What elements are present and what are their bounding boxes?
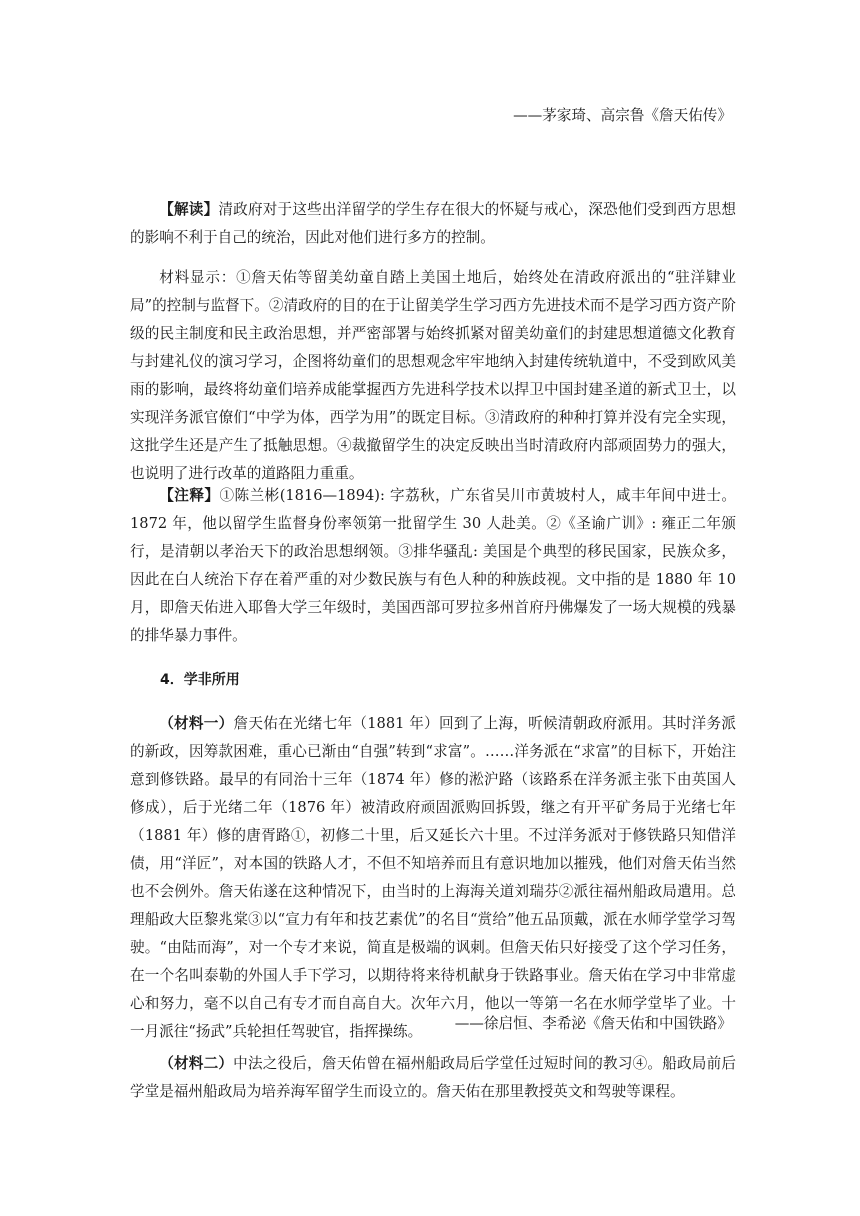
interpretation-label: 【解读】	[159, 201, 219, 218]
material-one-text: 詹天佑在光绪七年（1881 年）回到了上海，听候清朝政府派用。其时洋务派的新政，因筹款困难，重心已渐由“自强”转到“求富”。……洋务派在“求富”的目标下，开始注意到修铁路。最早的有同治十三年（1874 年）修的淞沪路（该路系在洋务派主张下由英国人修成），后于光绪二年（1876 年）被清政府顽固派购回拆毁，继之有开平矿务局于光绪七年（1881 年）修的唐胥路①，初修二十里，后又延长六十里。不过洋务派对于修铁路只知借洋债，用“洋匠”，对本国的铁路人才，不但不知培养而且有意识地加以摧残，他们对詹天佑当然也不会例外。詹天佑遂在这种情况下，由当时的上海海关道刘瑞芬②派往福州船政局遣用。总理船政大臣黎兆棠③以“宣力有年和技艺素优”的名目“赏给”他五品顶戴，派在水师学堂学习驾驶。“由陆而海”，对一个专才来说，简直是极端的讽刺。但詹天佑只好接受了这个学习任务，在一个名叫泰勒的外国人手下学习，以期待将来待机献身于铁路事业。詹天佑在学习中非常虚心和努力，毫不以自己有专才而自高自大。次年六月，他以一等第一名在水师学堂毕了业。十一月派往“扬武”兵轮担任驾驶官，指挥操练。	[130, 715, 736, 1040]
source-citation-1: ——茅家琦、高宗鲁《詹天佑传》	[513, 107, 732, 124]
material-one-label: （材料一）	[159, 715, 234, 732]
source-citation-2: ——徐启恒、李希泌《詹天佑和中国铁路》	[454, 1015, 732, 1032]
notes-text: ①陈兰彬(1816—1894): 字荔秋，广东省吴川市黄坡村人，咸丰年间中进士。1872 年，他以留学生监督身份率领第一批留学生 30 人赴美。②《圣谕广训》: 雍正二年颁行，是清朝以孝治天下的政治思想纲领。③排华骚乱: 美国是个典型的移民国家，民族众多，因此在白人统治下存在着严重的对少数民族与有色人种的种族歧视。文中指的是 1880 年 10 月，即詹天佑进入耶鲁大学三年级时，美国西部可罗拉多州首府丹佛爆发了一场大规模的残暴的排华暴力事件。	[130, 487, 736, 644]
material-two-label: （材料二）	[159, 1055, 234, 1072]
material-two-text: 中法之役后，詹天佑曾在福州船政局后学堂任过短时间的教习④。船政局前后学堂是福州船政局为培养海军留学生而设立的。詹天佑在那里教授英文和驾驶等课程。	[130, 1055, 736, 1100]
notes-paragraph	[130, 482, 736, 650]
interpretation-paragraph	[130, 196, 736, 252]
interpretation-text: 清政府对于这些出洋留学的学生存在很大的怀疑与戒心，深恐他们受到西方思想的影响不利于自己的统治，因此对他们进行多方的控制。	[130, 201, 736, 246]
notes-label: 【注释】	[159, 487, 220, 504]
section-heading: 4．学非所用	[160, 672, 240, 688]
material-one-paragraph	[130, 710, 736, 1046]
material-two-paragraph	[130, 1050, 736, 1106]
material-display-paragraph: 材料显示：①詹天佑等留美幼童自踏上美国土地后，始终处在清政府派出的“驻洋肄业局”的控制与监督下。②清政府的目的在于让留美学生学习西方先进技术而不是学习西方资产阶级的民主制度和民主政治思想，并严密部署与始终抓紧对留美幼童们的封建思想道德文化教育与封建礼仪的演习学习，企图将幼童们的思想观念牢牢地纳入封建传统轨道中，不受到欧风美雨的影响，最终将幼童们培养成能掌握西方先进科学技术以捍卫中国封建圣道的新式卫士，以实现洋务派官僚们“中学为体，西学为用”的既定目标。③清政府的种种打算并没有完全实现，这批学生还是产生了抵触思想。④裁撤留学生的决定反映出当时清政府内部顽固势力的强大，也说明了进行改革的道路阻力重重。	[130, 269, 736, 482]
